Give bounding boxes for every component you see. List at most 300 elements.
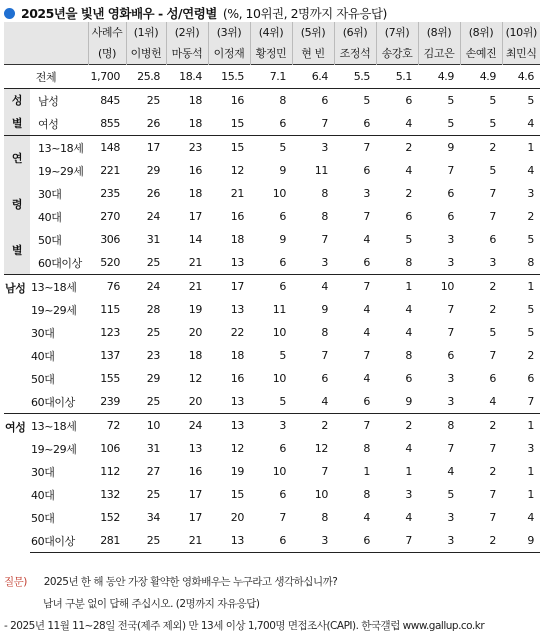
header-actor-name: 조정석 xyxy=(334,42,376,65)
row-label: 13~18세 xyxy=(30,414,88,438)
row-value: 4 xyxy=(489,395,496,408)
row-value: 2 xyxy=(292,414,334,438)
row-value: 6 xyxy=(447,349,454,362)
row-value: 14 xyxy=(188,233,202,246)
row-value: 6 xyxy=(527,372,534,385)
row-value: 4 xyxy=(292,275,334,299)
row-value: 6 xyxy=(489,372,496,385)
row-value: 6 xyxy=(292,89,334,113)
header-actor-name: 이병헌 xyxy=(126,42,166,65)
table-row xyxy=(4,437,540,460)
row-value: 17 xyxy=(188,511,202,524)
row-label: 19~29세 xyxy=(31,303,77,317)
row-value: 6 xyxy=(363,256,370,269)
row-value: 8 xyxy=(405,349,412,362)
row-value: 10 xyxy=(272,326,286,339)
row-value: 8 xyxy=(321,326,328,339)
row-value: 8 xyxy=(418,414,460,438)
row-sample: 106 xyxy=(100,442,120,455)
header-rank: (10위) xyxy=(502,22,540,42)
row-value: 3 xyxy=(250,414,292,438)
total-label: 전체 xyxy=(4,65,88,89)
row-value: 9 xyxy=(502,529,540,553)
row-sample: 76 xyxy=(88,275,126,299)
row-value: 3 xyxy=(527,187,534,200)
table-row xyxy=(4,367,540,390)
row-label: 60대이상 xyxy=(30,529,88,553)
table-row xyxy=(4,205,540,228)
row-label: 60대이상 xyxy=(31,395,75,409)
table-row xyxy=(4,529,540,553)
row-value: 7 xyxy=(489,488,496,501)
table-row xyxy=(4,506,540,529)
row-label: 19~29세 xyxy=(38,164,84,178)
row-value: 3 xyxy=(447,511,454,524)
row-value: 2 xyxy=(489,465,496,478)
row-value: 8 xyxy=(405,256,412,269)
row-label: 남성 xyxy=(30,89,88,113)
question-label: 질문) xyxy=(4,576,27,588)
row-sample: 152 xyxy=(100,511,120,524)
row-value: 7 xyxy=(527,395,534,408)
table-row xyxy=(4,321,540,344)
row-value: 7 xyxy=(489,210,496,223)
row-value: 9 xyxy=(279,164,286,177)
row-value: 26 xyxy=(146,117,160,130)
row-value: 8 xyxy=(527,256,534,269)
row-value: 20 xyxy=(230,511,244,524)
title-main: 2025년을 빛낸 영화배우 - 성/연령별 xyxy=(21,6,217,21)
row-value: 4 xyxy=(405,511,412,524)
row-value: 4 xyxy=(405,442,412,455)
row-label: 여성 xyxy=(38,117,59,131)
row-label: 60대이상 xyxy=(38,256,82,270)
row-value: 25 xyxy=(146,488,160,501)
row-value: 6 xyxy=(405,210,412,223)
row-value: 4 xyxy=(363,233,370,246)
header-sample-unit: (명) xyxy=(88,42,126,65)
row-value: 2 xyxy=(376,136,418,160)
row-sample: 72 xyxy=(88,414,126,438)
row-value: 17 xyxy=(188,210,202,223)
row-value: 1 xyxy=(502,275,540,299)
row-value: 6 xyxy=(250,529,292,553)
row-value: 9 xyxy=(418,136,460,160)
row-value: 24 xyxy=(166,414,208,438)
row-value: 27 xyxy=(146,465,160,478)
row-value: 3 xyxy=(363,187,370,200)
row-value: 7 xyxy=(321,349,328,362)
row-sample: 281 xyxy=(88,529,126,553)
row-value: 18 xyxy=(188,187,202,200)
row-value: 2 xyxy=(489,303,496,316)
row-label: 40대 xyxy=(38,210,62,224)
row-value: 11 xyxy=(272,303,286,316)
row-value: 5 xyxy=(527,303,534,316)
row-value: 3 xyxy=(489,256,496,269)
row-sample: 155 xyxy=(100,372,120,385)
header-sample-size: 사례수 xyxy=(88,22,126,42)
row-value: 24 xyxy=(146,210,160,223)
row-value: 6 xyxy=(489,233,496,246)
row-value: 5 xyxy=(489,326,496,339)
row-value: 12 xyxy=(230,442,244,455)
row-sample: 221 xyxy=(100,164,120,177)
row-value: 21 xyxy=(230,187,244,200)
row-value: 8 xyxy=(321,210,328,223)
row-value: 7 xyxy=(363,349,370,362)
row-value: 9 xyxy=(321,303,328,316)
row-value: 5 xyxy=(527,326,534,339)
row-value: 9 xyxy=(405,395,412,408)
row-value: 21 xyxy=(188,256,202,269)
row-value: 15 xyxy=(230,117,244,130)
row-value: 8 xyxy=(321,511,328,524)
row-value: 7 xyxy=(447,303,454,316)
bullet-icon xyxy=(4,8,15,19)
row-sample: 239 xyxy=(100,395,120,408)
row-label: 50대 xyxy=(31,511,55,525)
row-sample: 148 xyxy=(88,136,126,160)
row-value: 8 xyxy=(321,187,328,200)
row-label: 30대 xyxy=(31,326,55,340)
row-value: 18 xyxy=(188,117,202,130)
row-sample: 855 xyxy=(100,117,120,130)
chart-title xyxy=(4,2,387,24)
header-actor-name: 김고은 xyxy=(418,42,460,65)
title-subtitle: (%, 10위권, 2명까지 자유응답) xyxy=(222,6,387,21)
table-row xyxy=(4,460,540,483)
row-label: 50대 xyxy=(31,372,55,386)
row-value: 5 xyxy=(447,117,454,130)
row-value: 1 xyxy=(376,275,418,299)
row-value: 6 xyxy=(363,164,370,177)
row-value: 21 xyxy=(166,275,208,299)
table-row xyxy=(4,89,540,113)
row-value: 3 xyxy=(405,488,412,501)
row-value: 7 xyxy=(489,442,496,455)
row-value: 10 xyxy=(272,465,286,478)
row-value: 5 xyxy=(502,89,540,113)
row-value: 10 xyxy=(272,372,286,385)
row-value: 7 xyxy=(321,465,328,478)
row-label: 40대 xyxy=(31,488,55,502)
row-value: 6 xyxy=(447,187,454,200)
row-value: 6 xyxy=(363,117,370,130)
header-rank: (8위) xyxy=(460,22,502,42)
row-value: 22 xyxy=(230,326,244,339)
row-value: 6 xyxy=(447,210,454,223)
total-value: 4.9 xyxy=(460,65,502,89)
source-note: - 2025년 11월 11~28일 전국(제주 제외) 만 13세 이상 1,700명 면접조사(CAPI). 한국갤럽 www.gallup.co.kr xyxy=(4,620,485,632)
row-sample: 845 xyxy=(88,89,126,113)
row-value: 6 xyxy=(363,395,370,408)
row-value: 5 xyxy=(418,89,460,113)
row-value: 8 xyxy=(363,488,370,501)
row-sample: 270 xyxy=(100,210,120,223)
row-value: 11 xyxy=(314,164,328,177)
row-value: 5 xyxy=(334,89,376,113)
table-row xyxy=(4,136,540,160)
row-value: 21 xyxy=(166,529,208,553)
row-value: 6 xyxy=(279,256,286,269)
row-value: 3 xyxy=(527,442,534,455)
row-value: 4 xyxy=(405,117,412,130)
row-value: 5 xyxy=(405,233,412,246)
row-value: 7 xyxy=(447,326,454,339)
row-value: 5 xyxy=(250,136,292,160)
row-value: 12 xyxy=(188,372,202,385)
header-actor-name: 최민식 xyxy=(502,42,540,65)
row-value: 8 xyxy=(250,89,292,113)
header-row-ranks xyxy=(4,22,540,42)
row-value: 10 xyxy=(418,275,460,299)
row-value: 3 xyxy=(292,529,334,553)
total-value: 7.1 xyxy=(250,65,292,89)
row-value: 3 xyxy=(447,233,454,246)
row-value: 5 xyxy=(489,117,496,130)
row-value: 4 xyxy=(363,303,370,316)
row-value: 2 xyxy=(527,349,534,362)
row-value: 31 xyxy=(146,233,160,246)
row-value: 1 xyxy=(502,414,540,438)
row-value: 5 xyxy=(279,349,286,362)
row-value: 15 xyxy=(208,136,250,160)
row-value: 4 xyxy=(405,303,412,316)
row-value: 7 xyxy=(489,349,496,362)
question-text: 2025년 한 해 동안 가장 활약한 영화배우는 누구라고 생각하십니까? xyxy=(43,576,338,588)
row-value: 23 xyxy=(166,136,208,160)
row-value: 23 xyxy=(146,349,160,362)
row-value: 13 xyxy=(208,414,250,438)
row-value: 4 xyxy=(527,164,534,177)
row-value: 4 xyxy=(527,511,534,524)
header-rank: (6위) xyxy=(334,22,376,42)
row-value: 16 xyxy=(188,465,202,478)
row-sample: 520 xyxy=(100,256,120,269)
row-value: 2 xyxy=(460,529,502,553)
row-value: 3 xyxy=(292,136,334,160)
row-value: 16 xyxy=(230,372,244,385)
row-value: 4 xyxy=(405,164,412,177)
row-value: 7 xyxy=(489,511,496,524)
row-value: 2 xyxy=(527,210,534,223)
row-sample: 306 xyxy=(100,233,120,246)
row-value: 16 xyxy=(188,164,202,177)
row-value: 4 xyxy=(321,395,328,408)
table-row xyxy=(4,390,540,414)
row-value: 12 xyxy=(230,164,244,177)
table-row xyxy=(4,182,540,205)
row-value: 6 xyxy=(405,372,412,385)
row-value: 25 xyxy=(146,256,160,269)
table-row xyxy=(4,159,540,182)
row-value: 26 xyxy=(146,187,160,200)
row-value: 2 xyxy=(376,414,418,438)
table-row xyxy=(4,414,540,438)
header-actor-name: 송강호 xyxy=(376,42,418,65)
row-value: 4 xyxy=(363,326,370,339)
row-value: 18 xyxy=(230,233,244,246)
header-rank: (7위) xyxy=(376,22,418,42)
table-row xyxy=(4,275,540,299)
row-value: 7 xyxy=(363,210,370,223)
row-label: 19~29세 xyxy=(31,442,77,456)
group-label: 연 령 별 xyxy=(4,136,30,275)
row-value: 25 xyxy=(146,326,160,339)
group-label: 남성 xyxy=(4,275,30,414)
row-value: 10 xyxy=(272,187,286,200)
row-value: 19 xyxy=(230,465,244,478)
row-value: 7 xyxy=(334,414,376,438)
row-value: 7 xyxy=(334,136,376,160)
row-value: 5 xyxy=(527,233,534,246)
row-value: 25 xyxy=(126,89,166,113)
row-value: 6 xyxy=(279,210,286,223)
row-value: 5 xyxy=(279,395,286,408)
header-rank: (2위) xyxy=(166,22,208,42)
row-value: 3 xyxy=(418,529,460,553)
total-value: 18.4 xyxy=(166,65,208,89)
row-sample: 235 xyxy=(100,187,120,200)
row-value: 3 xyxy=(447,256,454,269)
row-sample: 115 xyxy=(100,303,120,316)
row-label: 30대 xyxy=(38,187,62,201)
header-rank: (3위) xyxy=(208,22,250,42)
header-rank: (8위) xyxy=(418,22,460,42)
row-sample: 137 xyxy=(100,349,120,362)
row-label: 40대 xyxy=(31,349,55,363)
row-value: 17 xyxy=(188,488,202,501)
total-row xyxy=(4,65,540,89)
header-actor-name: 현 빈 xyxy=(292,42,334,65)
question-line-2: 남녀 구분 없이 답해 주십시오. (2명까지 자유응답) xyxy=(43,598,260,610)
row-value: 10 xyxy=(314,488,328,501)
header-rank: (5위) xyxy=(292,22,334,42)
results-table xyxy=(4,22,540,553)
row-label: 30대 xyxy=(31,465,55,479)
row-value: 4 xyxy=(363,511,370,524)
row-value: 7 xyxy=(279,511,286,524)
row-value: 1 xyxy=(502,136,540,160)
row-value: 4 xyxy=(363,372,370,385)
total-value: 5.1 xyxy=(376,65,418,89)
header-rank: (4위) xyxy=(250,22,292,42)
row-value: 13 xyxy=(230,256,244,269)
total-sample: 1,700 xyxy=(88,65,126,89)
row-value: 4 xyxy=(527,117,534,130)
row-value: 20 xyxy=(188,326,202,339)
row-value: 7 xyxy=(321,117,328,130)
table-row xyxy=(4,112,540,136)
row-value: 1 xyxy=(527,488,534,501)
header-actor-name: 마동석 xyxy=(166,42,208,65)
row-value: 13 xyxy=(230,303,244,316)
row-value: 19 xyxy=(188,303,202,316)
row-value: 4 xyxy=(405,326,412,339)
row-value: 7 xyxy=(447,164,454,177)
row-value: 9 xyxy=(279,233,286,246)
row-value: 7 xyxy=(334,275,376,299)
row-value: 1 xyxy=(405,465,412,478)
row-value: 15 xyxy=(230,488,244,501)
row-value: 13 xyxy=(208,529,250,553)
row-value: 13 xyxy=(230,395,244,408)
row-value: 3 xyxy=(447,395,454,408)
row-value: 7 xyxy=(447,442,454,455)
table-row xyxy=(4,344,540,367)
header-actor-name: 황정민 xyxy=(250,42,292,65)
row-value: 2 xyxy=(405,187,412,200)
row-value: 7 xyxy=(321,233,328,246)
row-value: 6 xyxy=(334,529,376,553)
table-row xyxy=(4,251,540,275)
row-value: 13 xyxy=(188,442,202,455)
row-value: 7 xyxy=(489,187,496,200)
row-value: 1 xyxy=(527,465,534,478)
row-value: 20 xyxy=(188,395,202,408)
row-value: 8 xyxy=(363,442,370,455)
row-label: 13~18세 xyxy=(30,275,88,299)
row-value: 24 xyxy=(126,275,166,299)
row-value: 6 xyxy=(321,372,328,385)
row-value: 34 xyxy=(146,511,160,524)
row-value: 17 xyxy=(126,136,166,160)
row-value: 16 xyxy=(230,210,244,223)
row-sample: 123 xyxy=(100,326,120,339)
row-value: 25 xyxy=(146,395,160,408)
row-value: 5 xyxy=(460,89,502,113)
row-value: 29 xyxy=(146,372,160,385)
row-value: 31 xyxy=(146,442,160,455)
row-value: 2 xyxy=(460,136,502,160)
total-value: 15.5 xyxy=(208,65,250,89)
row-label: 50대 xyxy=(38,233,62,247)
row-value: 18 xyxy=(188,349,202,362)
row-sample: 132 xyxy=(100,488,120,501)
row-value: 5 xyxy=(447,488,454,501)
row-value: 29 xyxy=(146,164,160,177)
row-value: 6 xyxy=(279,117,286,130)
total-value: 6.4 xyxy=(292,65,334,89)
row-label: 13~18세 xyxy=(30,136,88,160)
header-actor-name: 손예진 xyxy=(460,42,502,65)
row-value: 2 xyxy=(460,275,502,299)
table-row xyxy=(4,483,540,506)
question-line-1 xyxy=(4,574,337,589)
row-value: 3 xyxy=(447,372,454,385)
total-value: 25.8 xyxy=(126,65,166,89)
row-value: 28 xyxy=(146,303,160,316)
row-value: 25 xyxy=(126,529,166,553)
row-sample: 112 xyxy=(100,465,120,478)
row-value: 6 xyxy=(279,488,286,501)
row-value: 5 xyxy=(489,164,496,177)
row-value: 18 xyxy=(230,349,244,362)
group-label: 성 별 xyxy=(4,89,30,136)
row-value: 3 xyxy=(321,256,328,269)
row-value: 7 xyxy=(376,529,418,553)
row-value: 1 xyxy=(363,465,370,478)
group-label: 여성 xyxy=(4,414,30,553)
table-row xyxy=(4,228,540,251)
total-value: 4.9 xyxy=(418,65,460,89)
row-value: 6 xyxy=(376,89,418,113)
row-value: 6 xyxy=(250,275,292,299)
row-value: 12 xyxy=(314,442,328,455)
row-value: 18 xyxy=(166,89,208,113)
row-value: 17 xyxy=(208,275,250,299)
